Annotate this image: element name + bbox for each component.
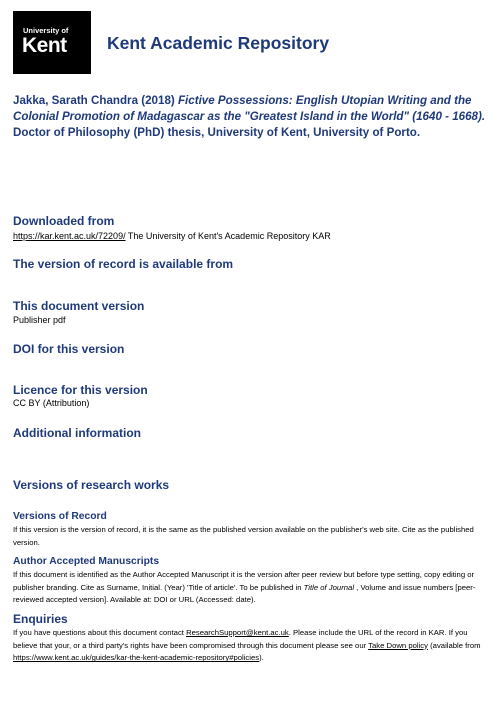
repository-title: Kent Academic Repository (107, 33, 330, 53)
support-email-link[interactable]: ResearchSupport@kent.ac.uk (186, 628, 289, 637)
downloaded-from-value (13, 231, 331, 241)
version-of-record-heading: The version of record is available from (13, 257, 234, 271)
aam-text-part2: , Volume and issue numbers [peer-reviewed accepted version]. Available at: DOI or URL (Accessed: date). (13, 582, 476, 605)
enquiries-text-part1: If you have questions about this document contact (13, 628, 187, 637)
enquiries-heading: Enquiries (13, 612, 68, 626)
downloaded-from-heading: Downloaded from (13, 214, 115, 228)
citation (13, 93, 491, 141)
licence-value: CC BY (Attribution) (13, 398, 90, 408)
logo-line2: Kent (22, 34, 67, 57)
versions-heading: Versions of research works (13, 478, 170, 492)
citation-degree: Doctor of Philosophy (PhD) thesis, University of Kent, University of Porto. (13, 126, 421, 139)
policy-url-link[interactable]: https://www.kent.ac.uk/guides/kar-the-kent-academic-repository#policies (13, 653, 260, 663)
citation-title: Fictive Possessions: English Utopian Writing and the Colonial Promotion of Madagascar as the "Greatest Island in the World" (1640 - 1668). (13, 94, 486, 123)
document-version-value: Publisher pdf (13, 315, 66, 325)
additional-information-heading: Additional information (13, 426, 141, 440)
versions-of-record-text: If this version is the version of record, it is the same as the published version available on the publisher's web site. Cite as the published version. (13, 525, 474, 547)
aam-text-part1: If this document is identified as the Author Accepted Manuscript it is the version after peer review but before type setting, copy editing or publisher branding. Cite as Surname, Initial. (Year) 'Title of article'. To be published in (13, 570, 475, 592)
doi-heading: DOI for this version (13, 342, 125, 356)
aam-subheading: Author Accepted Manuscripts (13, 556, 160, 567)
enquiries-text-part2: . Please include the URL of the record in KAR. If you believe that your, or a third party's rights have been compromised through this document please see our (13, 628, 468, 650)
take-down-policy-link[interactable]: Take Down policy (368, 640, 428, 650)
licence-heading: Licence for this version (13, 383, 148, 397)
repository-source: The University of Kent's Academic Repository KAR (125, 231, 331, 241)
record-url-link[interactable]: https://kar.kent.ac.uk/72209/ (13, 231, 126, 241)
aam-text (13, 569, 491, 607)
enquiries-text (13, 627, 491, 665)
citation-authors: Jakka, Sarath Chandra (2018) (13, 94, 178, 107)
aam-journal-italic: Title of Journal (303, 582, 355, 592)
enquiries-text-part4: ). (259, 653, 264, 663)
university-of-kent-logo (13, 11, 91, 74)
logo-line1: University of (23, 26, 69, 35)
enquiries-text-part3: (available from (427, 640, 481, 650)
versions-of-record-subheading: Versions of Record (13, 511, 107, 522)
document-version-heading: This document version (13, 299, 145, 313)
